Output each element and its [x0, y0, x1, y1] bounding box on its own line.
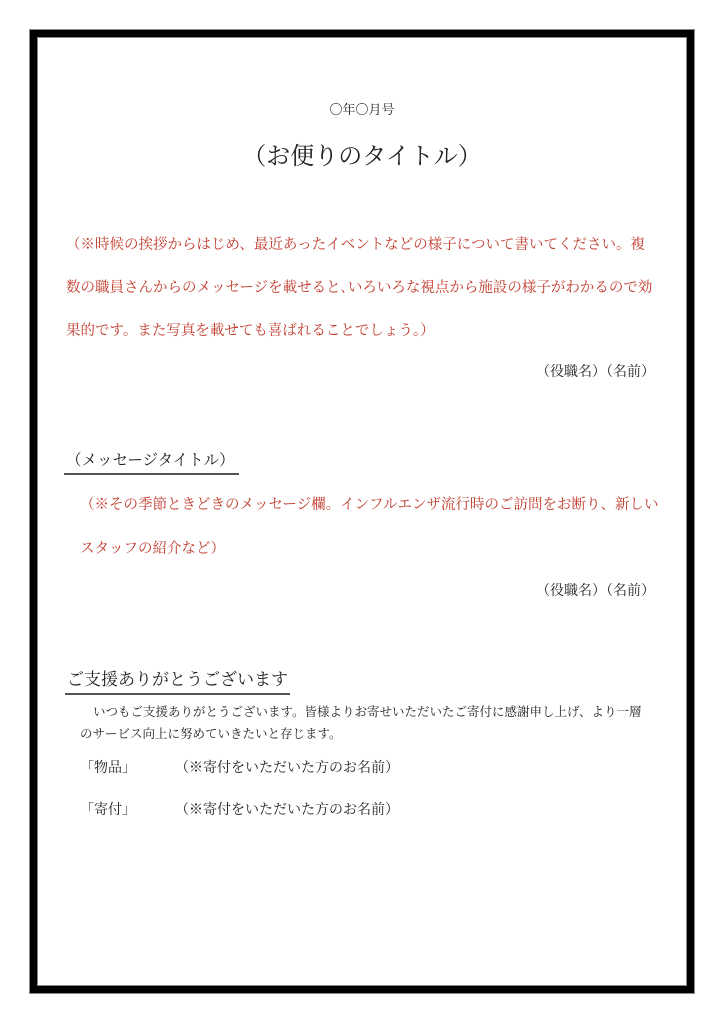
donation-item-value: （※寄付をいただいた方のお名前）	[175, 802, 399, 818]
thanks-line: のサービス向上に努めていきたいと存じます。	[80, 726, 342, 741]
message-line: （※その季節ときどきのメッセージ欄。インフルエンザ流行時のご訪問をお断り、新しい	[80, 497, 659, 513]
intro-signature: （役職名）（名前）	[536, 364, 655, 380]
newsletter-title: （お便りのタイトル）	[242, 142, 482, 170]
intro-line: 果的です。また写真を載せても喜ばれることでしょう。）	[66, 323, 435, 339]
thanks-line: いつもご支援ありがとうございます。皆様よりお寄せいただいたご寄付に感謝申し上げ、より一層	[93, 704, 642, 719]
donation-item-label: 「物品」	[80, 760, 136, 776]
issue-date: 〇年〇月号	[329, 103, 395, 118]
message-title: （メッセージタイトル）	[64, 448, 239, 475]
thanks-title: ご支援ありがとうございます	[65, 665, 290, 695]
intro-line: （※時候の挨拶からはじめ、最近あったイベントなどの様子について書いてください。複	[66, 237, 645, 253]
intro-line: 数の職員さんからのメッセージを載せると､いろいろな視点から施設の様子がわかるので効	[66, 280, 653, 296]
donation-item-value: （※寄付をいただいた方のお名前）	[175, 760, 399, 776]
message-signature: （役職名）（名前）	[536, 583, 655, 599]
donation-item-label: 「寄付」	[80, 802, 136, 818]
message-line: スタッフの紹介など）	[80, 541, 225, 557]
